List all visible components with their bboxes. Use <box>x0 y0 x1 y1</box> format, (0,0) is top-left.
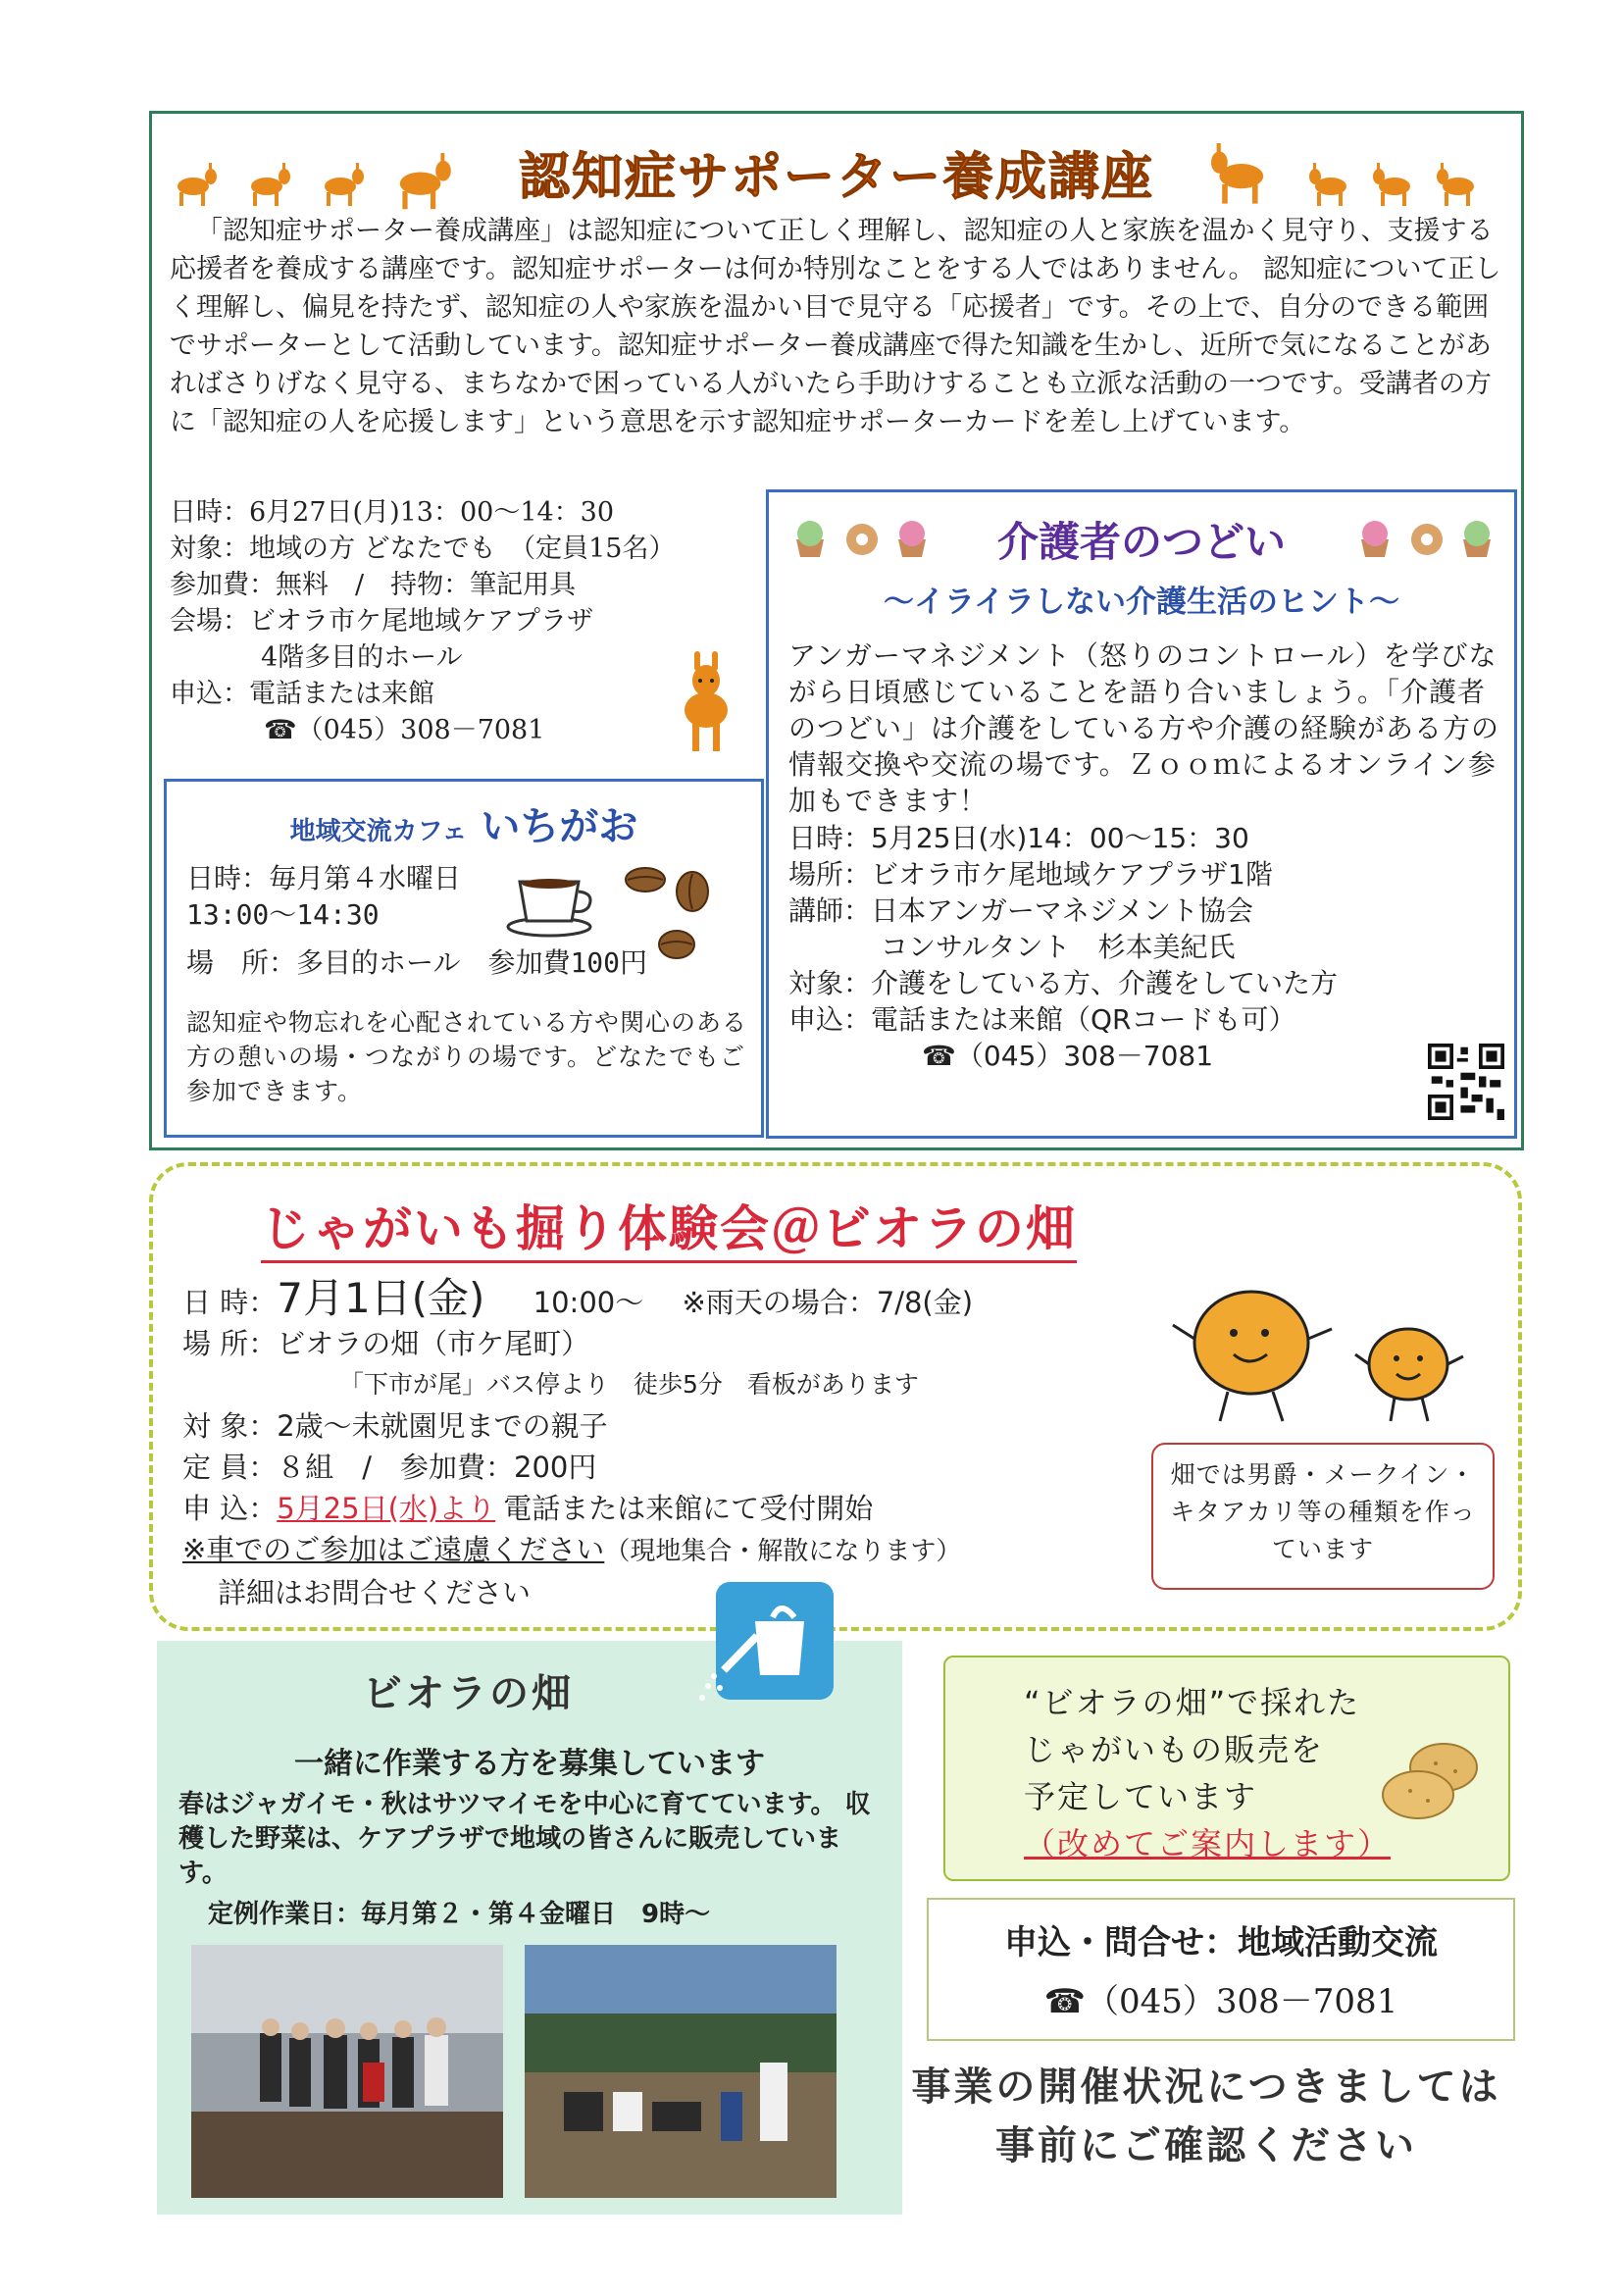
care-place: 場所：ビオラ市ケ尾地域ケアプラザ1階 <box>788 858 1273 891</box>
seminar-target: 対象：地域の方 どなたでも （定員15名） <box>170 534 676 564</box>
potato-apply-label: 申 込： <box>182 1492 278 1525</box>
potato-event-details <box>182 1274 1261 1613</box>
watering-can-icon <box>686 1582 843 1719</box>
contact-box <box>927 1898 1515 2041</box>
seminar-fee: 参加費：無料 / 持物：筆記用具 <box>170 570 577 600</box>
seminar-section <box>149 111 1524 1150</box>
care-description: アンガーマネジメント（怒りのコントロール）を学びながら日頃感じていることを語り合いましょう。「介護者のつどい」は介護をしている方や介護の経験がある方の情報交換や交流の場です。Ｚｏｏｍによるオンライン参加もできます！ <box>788 639 1500 817</box>
qr-code-icon[interactable] <box>1428 1044 1504 1120</box>
potato-apply-method: 電話または来館にて受付開始 <box>503 1492 874 1525</box>
potato-sale-text <box>1024 1679 1391 1867</box>
potato-capacity: 定 員：８組 / 参加費：200円 <box>182 1451 597 1484</box>
potato-car-row <box>182 1529 1261 1572</box>
farm-description: 春はジャガイモ・秋はサツマイモを中心に育てています。 収穫した野菜は、ケアプラザで地域の皆さんに販売しています。 <box>178 1790 871 1888</box>
coffee-cup-icon <box>505 870 603 939</box>
cafe-datetime: 日時：毎月第４水曜日 <box>186 862 462 894</box>
farm-group-photo <box>191 1945 503 2198</box>
cafe-title-small: 地域交流カフェ <box>289 817 468 846</box>
potato-access: 「下市が尾」バス停より 徒歩5分 看板があります <box>339 1370 919 1399</box>
potato-sale-notice <box>943 1656 1510 1881</box>
potato-sale-line3: 予定しています <box>1024 1778 1258 1815</box>
cafe-title <box>167 795 761 851</box>
seminar-title: 認知症サポーター養成講座 <box>518 148 1154 207</box>
cafe-title-big: いちがお <box>481 804 638 849</box>
cafe-place-fee: 場 所：多目的ホール 参加費100円 <box>186 946 648 979</box>
potato-place: 場 所：ビオラの畑（市ケ尾町） <box>182 1327 590 1360</box>
farm-title: ビオラの畑 <box>363 1671 574 1716</box>
seminar-datetime: 日時：6月27日(月)13：00～14：30 <box>170 497 615 528</box>
potato-apply-date: 5月25日(水)より <box>277 1492 496 1525</box>
seminar-tel: ☎（045）308－7081 <box>264 715 545 745</box>
potato-characters-icon <box>1163 1274 1497 1431</box>
potato-sale-line2: じゃがいもの販売を <box>1024 1731 1325 1768</box>
donkey-icon <box>667 649 745 757</box>
potato-time: 10:00～ <box>533 1286 644 1319</box>
potato-detail-note: 詳細はお問合せください <box>218 1576 532 1609</box>
potato-event-title: じゃがいも掘り体験会＠ビオラの畑 <box>261 1190 1077 1263</box>
care-lecturer: 講師：日本アンガーマネジメント協会 <box>788 894 1254 927</box>
care-details <box>788 820 1504 1074</box>
potato-date-row <box>182 1274 1261 1323</box>
potato-variety-note: 畑では男爵・メークイン・キタアカリ等の種類を作っています <box>1151 1443 1495 1590</box>
care-title: 介護者のつどい <box>996 518 1286 566</box>
potato-target: 対 象：2歳～未就園児までの親子 <box>182 1409 608 1443</box>
farm-work-photo <box>525 1945 837 2198</box>
care-gathering-box <box>766 489 1517 1139</box>
care-lecturer-name: コンサルタント 杉本美紀氏 <box>881 931 1236 963</box>
potato-car-note-extra: （現地集合・解散になります） <box>604 1537 962 1566</box>
care-target: 対象：介護をしている方、介護をしていた方 <box>788 967 1339 999</box>
potato-date-label: 日 時： <box>182 1286 278 1319</box>
potato-apply-row <box>182 1488 1261 1529</box>
potato-date: 7月1日(金) <box>277 1274 485 1322</box>
farm-work-schedule: 定例作業日：毎月第２・第４金曜日 9時～ <box>208 1900 711 1929</box>
care-apply: 申込：電話または来館（QRコードも可） <box>788 1003 1296 1036</box>
closing-notice-line1: 事業の開催状況につきましては <box>911 2065 1501 2110</box>
contact-tel[interactable]: ☎（045）308－7081 <box>1043 1982 1398 2021</box>
potato-sale-line1: “ビオラの畑”で採れた <box>1024 1684 1361 1721</box>
potato-car-note: ※車でのご参加はご遠慮ください <box>182 1533 605 1566</box>
potato-event-section <box>149 1162 1522 1631</box>
care-datetime: 日時：5月25日(水)14：00～15：30 <box>788 822 1249 854</box>
potato-rain-date: ※雨天の場合：7/8(金) <box>682 1286 974 1319</box>
seminar-venue: 会場：ビオラ市ケ尾地域ケアプラザ <box>170 606 593 637</box>
cafe-time: 13:00～14:30 <box>186 898 380 931</box>
coffee-beans-icon <box>618 860 726 968</box>
cupcakes-right-icon <box>1353 512 1500 561</box>
closing-notice <box>863 2058 1549 2175</box>
cafe-description: 認知症や物忘れを心配されている方や関心のある方の憩いの場・つながりの場です。どなたでもご参加できます。 <box>186 1008 748 1105</box>
cafe-box <box>164 779 764 1138</box>
care-subtitle: ～イライラしない介護生活のヒント～ <box>883 585 1400 620</box>
potatoes-icon <box>1377 1736 1485 1824</box>
farm-section <box>157 1641 902 2215</box>
care-tel: ☎（045）308－7081 <box>922 1040 1214 1072</box>
contact-title: 申込・問合せ：地域活動交流 <box>1004 1923 1438 1963</box>
seminar-apply: 申込：電話または来館 <box>170 679 434 709</box>
closing-notice-line2: 事前にご確認ください <box>995 2123 1417 2168</box>
farm-subtitle: 一緒に作業する方を募集しています <box>294 1747 765 1781</box>
seminar-intro: 「認知症サポーター養成講座」は認知症について正しく理解し、認知症の人と家族を温かく見守り、支援する応援者を養成する講座です。認知症サポーターは何か特別なことをする人ではありません。 認知症について正しく理解し、偏見を持たず、認知症の人や家族を温かい目で見守る「応援者」です。その上で、自分のできる範囲でサポーターとして活動しています。認知症サポーター養成講座で得た知識を生かし、近所で気になることがあればさりげなく見守る、まちなかで困っている人がいたら手助けすることも立派な活動の一つです。受講者の方に「認知症の人を応援します」という意思を示す認知症サポーターカードを差し上げています。 <box>170 216 1501 437</box>
potato-sale-line4: （改めてご案内します） <box>1024 1825 1392 1862</box>
seminar-venue-room: 4階多目的ホール <box>261 642 463 673</box>
donkey-row-right-icon <box>1211 143 1505 212</box>
